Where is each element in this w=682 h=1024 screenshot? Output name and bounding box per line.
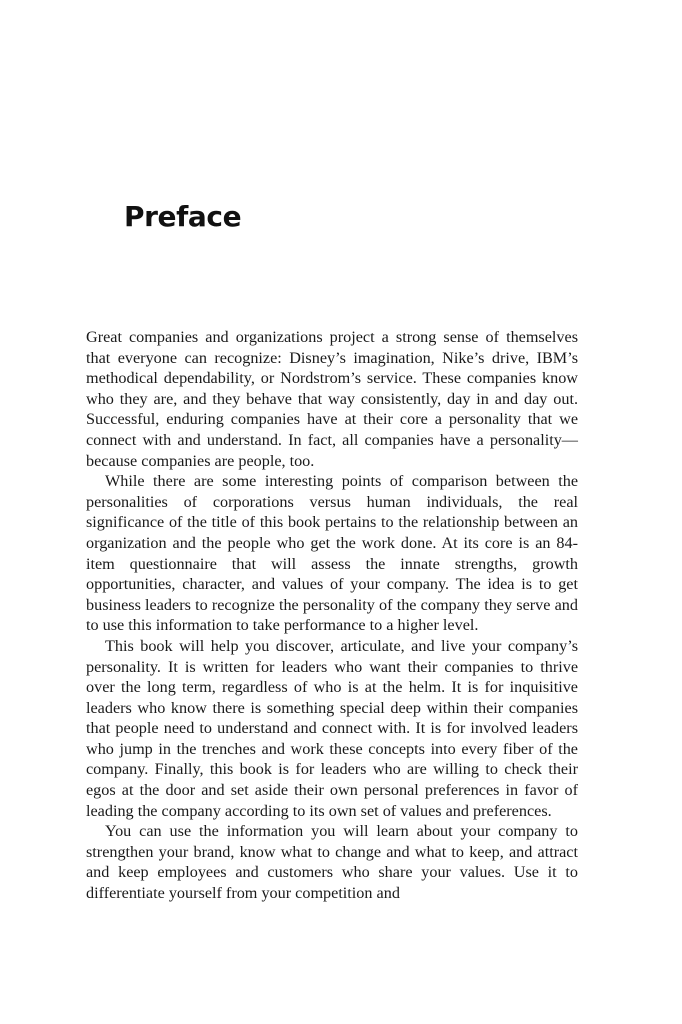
paragraph: You can use the information you will learn about your company to strengthen your brand, know what to change and what to keep, and attract and keep employees and customers who share your values. Use it to differentiate yourself from your competition and <box>86 822 578 903</box>
paragraph: This book will help you discover, articulate, and live your company’s personality. It is written for leaders who want their companies to thrive over the long term, regardless of who is at the helm. It is for inquisitive leaders who know there is something special deep within their companies that people need to understand and connect with. It is for involved leaders who jump in the trenches and work these concepts into every fiber of the company. Finally, this book is for leaders who are willing to check their egos at the door and set aside their own personal preferences in favor of leading the company according to its own set of values and preferences. <box>86 636 578 820</box>
paragraph: While there are some interesting points of comparison between the personalities of corporations versus human individuals, the real significance of the title of this book pertains to the relationship between an organization and the people who get the work done. At its core is an 84-item questionnaire that will assess the innate strengths, growth opportunities, character, and values of your company. The idea is to get business leaders to recognize the personality of the company they serve and to use this information to take performance to a higher level. <box>86 472 578 635</box>
body-text <box>86 327 578 904</box>
chapter-title: Preface <box>124 200 242 233</box>
paragraph: Great companies and organizations project a strong sense of themselves that everyone can recognize: Disney’s imagination, Nike’s drive, IBM’s methodical dependability, or Nordstrom’s service. These companies know who they are, and they behave that way consistently, day in and day out. Successful, enduring companies have at their core a personality that we connect with and understand. In fact, all companies have a personality—because companies are people, too. <box>86 328 578 470</box>
